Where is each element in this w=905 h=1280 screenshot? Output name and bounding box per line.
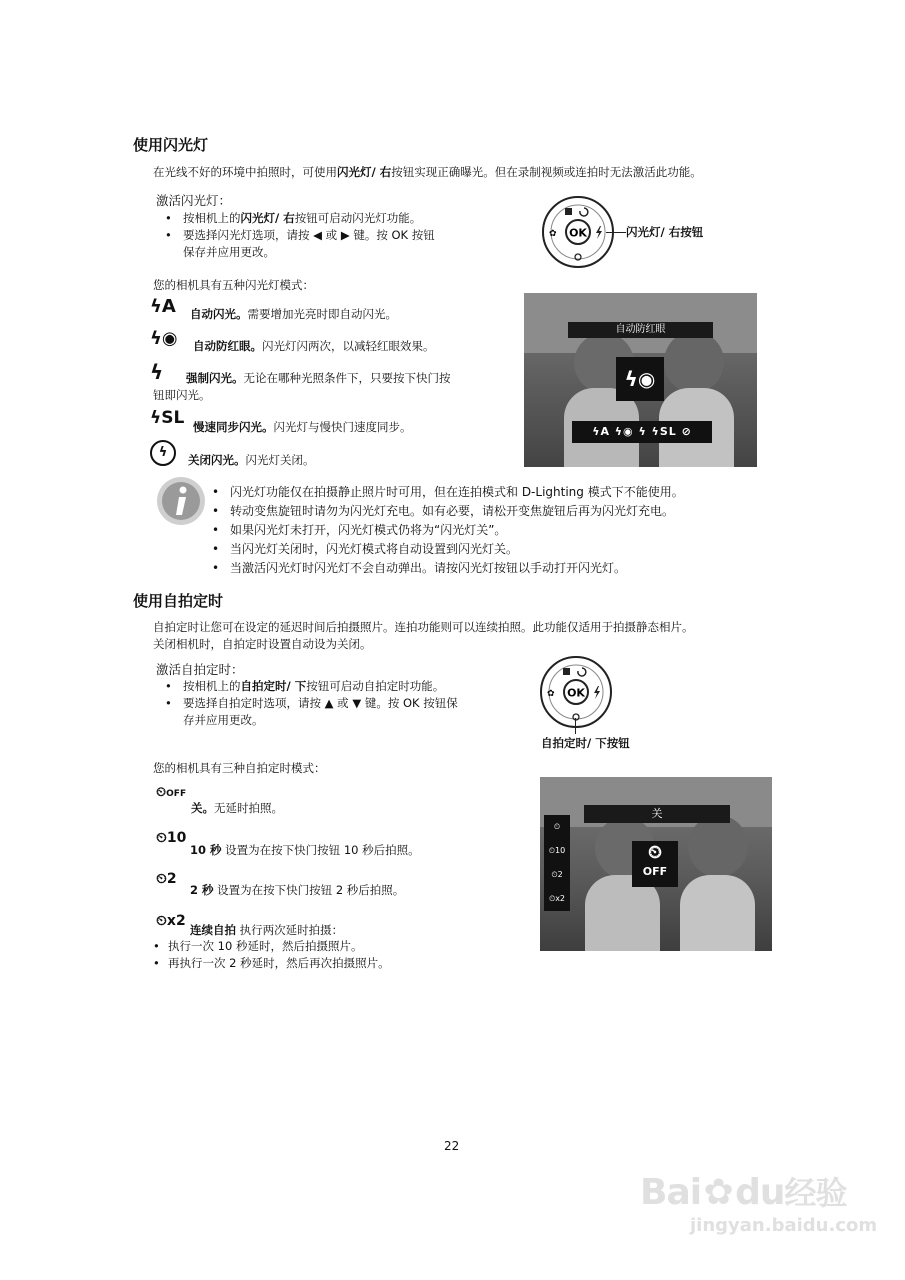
timer-10s-icon: ⏲10 [548, 846, 566, 855]
timer-mode-off: 关。无延时拍照。 [191, 801, 283, 815]
flash-intro: 在光线不好的环境中拍照时，可使用闪光灯/ 右按钮实现正确曝光。但在录制视频或连拍时无法激活此功能。 [153, 165, 702, 179]
flash-mode-menu: ϟA ϟ◉ ϟ ϟSL ⊘ [572, 421, 712, 443]
flash-activate-label: 激活闪光灯： [156, 193, 232, 208]
flash-note-4: • 当闪光灯关闭时，闪光灯模式将自动设置到闪光灯关。 [212, 542, 519, 556]
forced-flash-icon: ϟ [150, 360, 164, 384]
svg-text:✿: ✿ [547, 689, 555, 699]
timer-screen-photo [540, 777, 772, 951]
timer-modes-intro: 您的相机具有三种自拍定时模式： [153, 761, 326, 775]
flash-button-label: 闪光灯/ 右按钮 [626, 225, 704, 239]
flash-mode-redeye: 自动防红眼。闪光灯闪两次，以减轻红眼效果。 [193, 339, 435, 353]
paw-icon: ✿ [703, 1172, 733, 1213]
timer-step-2: • 要选择自拍定时选项，请按 ▲ 或 ▼ 键。按 OK 按钮保 存并应用更改。 [165, 696, 458, 727]
timer-screen-banner: 关 [584, 805, 730, 823]
flash-step-2: • 要选择闪光灯选项，请按 ◀ 或 ▶ 键。按 OK 按钮 保存并应用更改。 [165, 228, 435, 259]
camera-dial-flash [540, 194, 616, 270]
timer-double-icon: ⏲x2 [548, 894, 566, 903]
timer-mode-10s: 10 秒 设置为在按下快门按钮 10 秒后拍照。 [190, 843, 420, 857]
down-arrow-icon: ▼ [352, 696, 362, 710]
baidu-watermark-logo: Bai✿du经验 [640, 1172, 847, 1213]
flash-mode-slowsync: 慢速同步闪光。闪光灯与慢快门速度同步。 [193, 420, 412, 434]
auto-flash-icon: ϟA [150, 296, 176, 317]
timer-mode-2s: 2 秒 设置为在按下快门按钮 2 秒后拍照。 [190, 883, 405, 897]
timer-sub-bullet-1: • 执行一次 10 秒延时，然后拍摄照片。 [153, 939, 363, 953]
camera-dial-timer [538, 654, 614, 730]
timer-off-icon: ⏲ [553, 822, 561, 831]
timer-double-icon: ⏲x2 [156, 913, 186, 929]
timer-button-label: 自拍定时/ 下按钮 [541, 736, 630, 750]
svg-text:OK: OK [567, 686, 585, 700]
flash-off-icon: ϟ [150, 440, 176, 466]
svg-text:OK: OK [569, 226, 587, 240]
svg-text:✿: ✿ [549, 229, 557, 239]
timer-button-leader [575, 718, 576, 734]
timer-2s-icon: ⏲2 [156, 871, 177, 887]
flash-note-1: • 闪光灯功能仅在拍摄静止照片时可用，但在连拍模式和 D-Lighting 模式下不能使用。 [212, 485, 684, 499]
timer-section-title: 使用自拍定时 [133, 592, 224, 610]
timer-intro-1: 自拍定时让您可在设定的延迟时间后拍摄照片。连拍功能则可以连续拍照。此功能仅适用于拍摄静态相片。 [153, 620, 694, 634]
timer-sub-bullet-2: • 再执行一次 2 秒延时，然后再次拍摄照片。 [153, 956, 390, 970]
up-arrow-icon: ▲ [324, 696, 334, 710]
flash-mode-auto: 自动闪光。需要增加光亮时即自动闪光。 [190, 307, 397, 321]
timer-off-icon: ⏲OFF [156, 785, 187, 800]
flash-step-1: • 按相机上的闪光灯/ 右按钮可启动闪光灯功能。 [165, 211, 422, 225]
flash-note-3: • 如果闪光灯未打开，闪光灯模式仍将为“闪光灯关”。 [212, 523, 507, 537]
left-arrow-icon: ◀ [313, 228, 323, 242]
timer-step-1: • 按相机上的自拍定时/ 下按钮可启动自拍定时功能。 [165, 679, 445, 693]
flash-button-leader [606, 232, 626, 233]
flash-screen-photo [524, 293, 757, 467]
timer-activate-label: 激活自拍定时： [156, 662, 244, 677]
red-eye-flash-icon: ϟ◉ [150, 328, 178, 349]
timer-10s-icon: ⏲10 [156, 830, 187, 846]
flash-modes-intro: 您的相机具有五种闪光灯模式： [153, 278, 314, 292]
red-eye-flash-icon: ϟ◉ [616, 357, 664, 401]
timer-intro-2: 关闭相机时，自拍定时设置自动设为关闭。 [153, 637, 372, 651]
flash-screen-banner: 自动防红眼 [568, 322, 713, 338]
timer-mode-menu [544, 815, 570, 911]
watermark-url: jingyan.baidu.com [690, 1215, 878, 1236]
flash-note-2: • 转动变焦旋钮时请勿为闪光灯充电。如有必要，请松开变焦旋钮后再为闪光灯充电。 [212, 504, 675, 518]
flash-mode-forced-cont: 钮即闪光。 [153, 388, 211, 402]
flash-section-title: 使用闪光灯 [133, 136, 209, 154]
flash-mode-forced: 强制闪光。无论在哪种光照条件下，只要按下快门按 [186, 371, 451, 385]
slow-sync-flash-icon: ϟSL [150, 408, 185, 428]
info-icon [155, 475, 207, 527]
timer-mode-double: 连续自拍 执行两次延时拍摄： [190, 923, 344, 937]
flash-mode-off: 关闭闪光。闪光灯关闭。 [188, 453, 315, 467]
page-number: 22 [444, 1139, 460, 1153]
timer-2s-icon: ⏲2 [551, 870, 563, 879]
flash-note-5: • 当激活闪光灯时闪光灯不会自动弹出。请按闪光灯按钮以手动打开闪光灯。 [212, 561, 627, 575]
right-arrow-icon: ▶ [340, 228, 350, 242]
timer-off-icon: ⏲ OFF [632, 841, 678, 887]
